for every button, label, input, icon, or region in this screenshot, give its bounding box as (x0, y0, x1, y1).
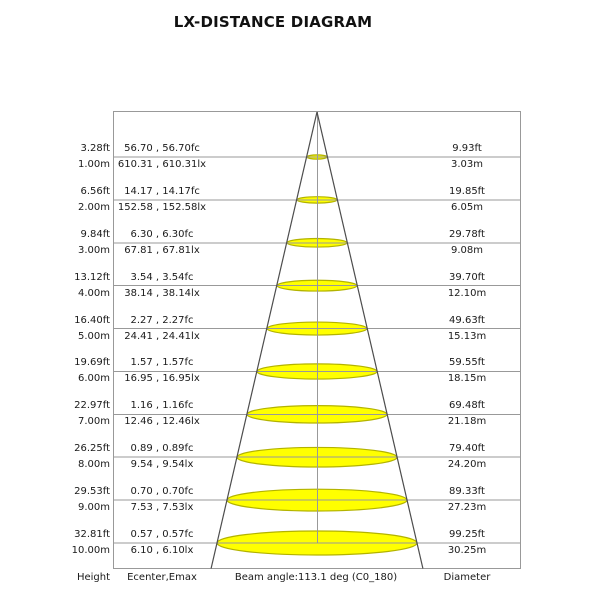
height-m-value: 8.00m (77, 459, 110, 471)
diameter-ft-value: 79.40ft (449, 443, 485, 455)
diameter-m-value: 6.05m (450, 201, 483, 213)
height-m-value: 7.00m (77, 416, 110, 428)
footer-beam-angle-label: Beam angle:113.1 deg (C0_180) (234, 572, 398, 583)
diameter-m-value: 18.15m (447, 373, 487, 385)
height-m-value: 3.00m (77, 244, 110, 256)
ecenter-fc-value: 56.70 , 56.70fc (124, 143, 200, 154)
diameter-ft-value: 89.33ft (449, 486, 485, 498)
page-title: LX-DISTANCE DIAGRAM (173, 13, 373, 31)
diameter-ft-value: 99.25ft (449, 529, 485, 540)
diameter-ft-value: 9.93ft (452, 143, 482, 154)
height-ft-value: 29.53ft (74, 486, 110, 498)
height-ft-value: 26.25ft (74, 443, 110, 455)
ecenter-lx-value: 16.95 , 16.95lx (124, 373, 200, 385)
height-ft-value: 3.28ft (80, 143, 110, 154)
ecenter-lx-value: 9.54 , 9.54lx (130, 459, 194, 471)
footer-ecenter-label: Ecenter,Emax (127, 572, 197, 583)
height-ft-value: 6.56ft (80, 185, 110, 197)
diameter-m-value: 27.23m (447, 502, 487, 514)
ecenter-lx-value: 12.46 , 12.46lx (124, 416, 200, 428)
diameter-ft-value: 39.70ft (449, 271, 485, 283)
diameter-m-value: 21.18m (447, 416, 487, 428)
diameter-ft-value: 29.78ft (449, 228, 485, 240)
diameter-m-value: 3.03m (450, 159, 483, 170)
ecenter-fc-value: 3.54 , 3.54fc (130, 271, 194, 283)
diameter-m-value: 15.13m (447, 330, 487, 342)
height-m-value: 5.00m (77, 330, 110, 342)
height-ft-value: 32.81ft (74, 529, 110, 540)
ecenter-lx-value: 38.14 , 38.14lx (124, 287, 200, 299)
ecenter-lx-value: 610.31 , 610.31lx (117, 159, 207, 170)
height-m-value: 4.00m (77, 287, 110, 299)
diameter-m-value: 12.10m (447, 287, 487, 299)
ecenter-fc-value: 6.30 , 6.30fc (130, 228, 194, 240)
diameter-m-value: 30.25m (447, 545, 487, 556)
ecenter-fc-value: 2.27 , 2.27fc (130, 314, 194, 326)
height-ft-value: 9.84ft (80, 228, 110, 240)
height-m-value: 6.00m (77, 373, 110, 385)
ecenter-fc-value: 0.89 , 0.89fc (130, 443, 194, 455)
ecenter-fc-value: 1.16 , 1.16fc (130, 400, 194, 412)
ecenter-fc-value: 0.70 , 0.70fc (130, 486, 194, 498)
ecenter-lx-value: 6.10 , 6.10lx (130, 545, 194, 556)
ecenter-lx-value: 152.58 , 152.58lx (117, 201, 207, 213)
diameter-ft-value: 19.85ft (449, 185, 485, 197)
height-ft-value: 13.12ft (74, 271, 110, 283)
ecenter-fc-value: 0.57 , 0.57fc (130, 529, 194, 540)
ecenter-lx-value: 24.41 , 24.41lx (124, 330, 200, 342)
diameter-ft-value: 59.55ft (449, 357, 485, 369)
ecenter-fc-value: 14.17 , 14.17fc (124, 185, 200, 197)
height-m-value: 2.00m (77, 201, 110, 213)
footer-diameter-label: Diameter (443, 572, 491, 583)
diameter-ft-value: 69.48ft (449, 400, 485, 412)
ecenter-lx-value: 67.81 , 67.81lx (124, 244, 200, 256)
height-m-value: 1.00m (77, 159, 110, 170)
height-ft-value: 16.40ft (74, 314, 110, 326)
height-m-value: 9.00m (77, 502, 110, 514)
diameter-m-value: 24.20m (447, 459, 487, 471)
height-m-value: 10.00m (71, 545, 110, 556)
height-ft-value: 19.69ft (74, 357, 110, 369)
footer-height-label: Height (76, 572, 110, 583)
height-ft-value: 22.97ft (74, 400, 110, 412)
ecenter-fc-value: 1.57 , 1.57fc (130, 357, 194, 369)
diameter-m-value: 9.08m (450, 244, 483, 256)
ecenter-lx-value: 7.53 , 7.53lx (130, 502, 194, 514)
diameter-ft-value: 49.63ft (449, 314, 485, 326)
